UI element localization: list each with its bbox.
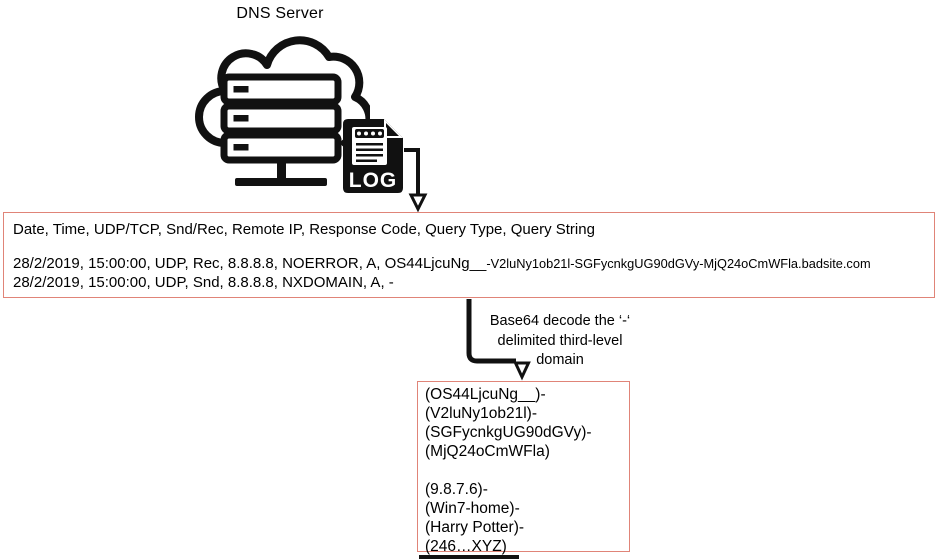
dns-log-box bbox=[3, 212, 935, 298]
encoded-chunk: (V2luNy1ob21l)- bbox=[425, 405, 537, 422]
base64-decode-annotation bbox=[470, 312, 650, 371]
arrow-log-to-logbox bbox=[404, 150, 418, 194]
decoded-chunk: (9.8.7.6)- bbox=[425, 481, 488, 498]
decoded-values-box bbox=[417, 381, 630, 555]
annotation-line-1: Base64 decode the ‘-‘ bbox=[489, 313, 631, 329]
cropped-bottom-bar bbox=[419, 555, 519, 559]
log-icon-label: LOG bbox=[348, 169, 398, 192]
log-entry-received: 28/2/2019, 15:00:00, UDP, Rec, 8.8.8.8, NOERROR, A, OS44LjcuNg__-V2luNy1ob21l-SGFycnkgUG90dGVy-MjQ24oCmWFla.badsite.com bbox=[13, 255, 871, 272]
decoded-chunk: (246…XYZ) bbox=[425, 538, 507, 555]
log-header-row: Date, Time, UDP/TCP, Snd/Rec, Remote IP, Response Code, Query Type, Query String bbox=[13, 221, 595, 238]
dns-server-label: DNS Server bbox=[236, 5, 324, 22]
decoded-chunk: (Harry Potter)- bbox=[425, 519, 525, 536]
encoded-domain-tail: -V2luNy1ob21l-SGFycnkgUG90dGVy-MjQ24oCmWFla.badsite.com bbox=[486, 256, 871, 271]
encoded-chunk: (MjQ24oCmWFla) bbox=[425, 443, 550, 460]
encoded-chunk: (SGFycnkgUG90dGVy)- bbox=[425, 424, 592, 441]
log-entry-sent: 28/2/2019, 15:00:00, UDP, Snd, 8.8.8.8, NXDOMAIN, A, - bbox=[13, 274, 394, 291]
blank-line bbox=[425, 461, 629, 480]
annotation-line-2: delimited third-level bbox=[497, 332, 623, 349]
arrowhead-down-1 bbox=[411, 195, 425, 209]
decoded-chunk: (Win7-home)- bbox=[425, 500, 520, 517]
encoded-chunk: (OS44LjcuNg__)- bbox=[425, 386, 546, 403]
annotation-line-3: domain bbox=[536, 352, 584, 368]
